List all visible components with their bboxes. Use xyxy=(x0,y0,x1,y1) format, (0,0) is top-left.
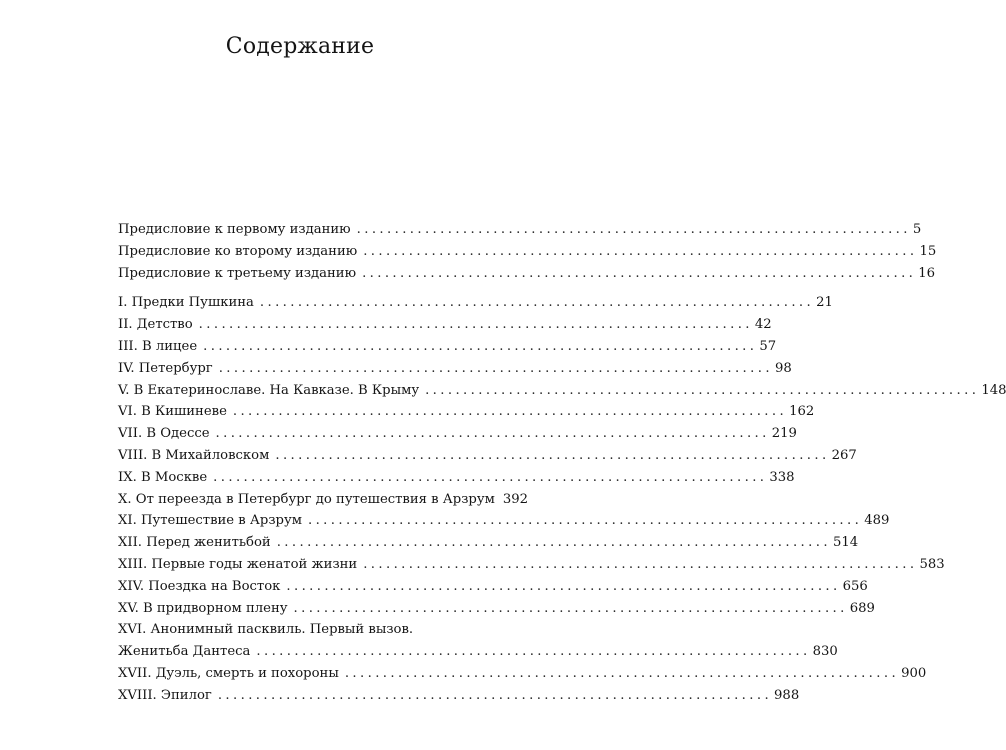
leader-dots: ......................................................................... xyxy=(293,600,848,616)
toc-entry-title: XVII. Дуэль, смерть и похороны xyxy=(118,665,339,681)
leader-dots: ......................................................................... xyxy=(308,513,863,529)
toc-entry-page: 830 xyxy=(812,644,838,660)
leader-dots: ......................................................................... xyxy=(217,687,773,703)
leader-dots: ......................................................................... xyxy=(203,338,758,354)
table-of-contents xyxy=(118,219,1006,707)
toc-entry-title: II. Детство xyxy=(118,317,193,333)
toc-entry-title: Предисловие к третьему изданию xyxy=(118,265,357,281)
leader-dots: ......................................................................... xyxy=(363,556,918,572)
toc-entry-page: 514 xyxy=(832,535,859,551)
leader-dots: ......................................................................... xyxy=(425,382,980,398)
section-gap xyxy=(118,284,473,292)
toc-entry[interactable] xyxy=(118,336,777,358)
toc-entry-page: 5 xyxy=(912,222,922,237)
toc-entry-title: III. В лицее xyxy=(118,338,198,354)
toc-entry-title: XVI. Анонимный пасквиль. Первый вызов. xyxy=(118,622,414,638)
toc-entry-title: I. Предки Пушкина xyxy=(118,295,254,311)
toc-entry[interactable] xyxy=(118,219,922,241)
leader-dots: ......................................................................... xyxy=(259,295,815,311)
toc-entry-page: 900 xyxy=(901,665,927,681)
toc-entry[interactable] xyxy=(118,532,859,554)
toc-entry-title: Предисловие к первому изданию xyxy=(118,222,351,237)
leader-dots: ......................................................................... xyxy=(362,265,917,281)
toc-entry-page: 583 xyxy=(919,556,945,572)
leader-dots: ......................................................................... xyxy=(213,469,768,485)
toc-entry[interactable] xyxy=(118,598,875,620)
toc-entry-page: 21 xyxy=(816,295,833,311)
toc-entry[interactable] xyxy=(118,510,890,532)
toc-entry-page: 162 xyxy=(789,404,815,420)
toc-entry-title: X. От переезда в Петербург до путешествия в Арзрум xyxy=(118,491,495,507)
toc-entry-title: XVIII. Эпилог xyxy=(118,687,212,703)
toc-entry[interactable] xyxy=(118,576,868,598)
toc-entry-title: V. В Екатеринославе. На Кавказе. В Крыму xyxy=(118,382,420,398)
leader-dots: ......................................................................... xyxy=(198,317,753,333)
toc-entry-title: VIII. В Михайловском xyxy=(118,447,270,463)
toc-entry[interactable] xyxy=(118,423,797,445)
leader-dots: ......................................................................... xyxy=(344,665,900,681)
toc-entry[interactable] xyxy=(118,663,927,685)
page-title: Содержание xyxy=(225,34,375,59)
toc-entry-title: XIV. Поездка на Восток xyxy=(118,578,281,594)
toc-entry-title: VII. В Одессе xyxy=(118,426,210,442)
toc-entry-title: Предисловие ко второму изданию xyxy=(118,243,358,259)
toc-entry[interactable] xyxy=(118,314,772,336)
toc-entry-line2 xyxy=(118,641,838,663)
toc-entry-page: 16 xyxy=(918,265,936,281)
toc-entry[interactable] xyxy=(118,263,936,285)
leader-dots: ......................................................................... xyxy=(276,535,831,551)
toc-entry[interactable] xyxy=(118,685,800,707)
toc-entry-page: 689 xyxy=(849,600,875,616)
toc-entry[interactable] xyxy=(118,467,795,489)
leader-dots: ......................................................................... xyxy=(356,222,911,237)
toc-entry[interactable] xyxy=(118,619,838,663)
leader-dots: ......................................................................... xyxy=(218,360,773,376)
toc-entry[interactable] xyxy=(118,445,857,467)
leader-dots: ......................................................................... xyxy=(275,447,830,463)
toc-entry-page: 57 xyxy=(759,338,777,354)
toc-entry-title: IX. В Москве xyxy=(118,469,208,485)
toc-entry-title: XI. Путешествие в Арзрум xyxy=(118,513,302,529)
toc-entry-title: XV. В придворном плену xyxy=(118,600,288,616)
toc-entry-page: 267 xyxy=(831,447,857,463)
toc-entry-page: 42 xyxy=(754,317,772,333)
toc-entry-page: 148 xyxy=(981,382,1006,398)
toc-entry-page: 15 xyxy=(919,243,937,259)
toc-entry-page: 392 xyxy=(502,491,529,507)
toc-entry-page: 219 xyxy=(771,426,797,442)
toc-entry-title: IV. Петербург xyxy=(118,360,213,376)
toc-entry-page: 338 xyxy=(769,469,795,485)
toc-entry[interactable] xyxy=(118,554,945,576)
leader-dots: ......................................................................... xyxy=(363,243,918,259)
toc-entry[interactable] xyxy=(118,489,529,511)
toc-entry-page: 98 xyxy=(774,360,792,376)
toc-entry-page: 988 xyxy=(774,687,800,703)
toc-entry-title-continued: Женитьба Дантеса xyxy=(118,644,251,660)
leader-dots: ......................................................................... xyxy=(256,644,811,660)
toc-entry[interactable] xyxy=(118,292,833,314)
toc-entry[interactable] xyxy=(118,241,937,263)
leader-dots: ......................................................................... xyxy=(232,404,788,420)
toc-entry-title: XIII. Первые годы женатой жизни xyxy=(118,556,358,572)
toc-entry[interactable] xyxy=(118,380,1006,402)
toc-entry-page: 489 xyxy=(864,513,890,529)
leader-dots: ......................................................................... xyxy=(286,578,841,594)
toc-entry[interactable] xyxy=(118,401,815,423)
leader-dots: ......................................................................... xyxy=(215,426,770,442)
toc-entry-page: 656 xyxy=(842,578,868,594)
toc-entry-title: XII. Перед женитьбой xyxy=(118,535,271,551)
toc-entry[interactable] xyxy=(118,358,792,380)
toc-entry-title: VI. В Кишиневе xyxy=(118,404,227,420)
